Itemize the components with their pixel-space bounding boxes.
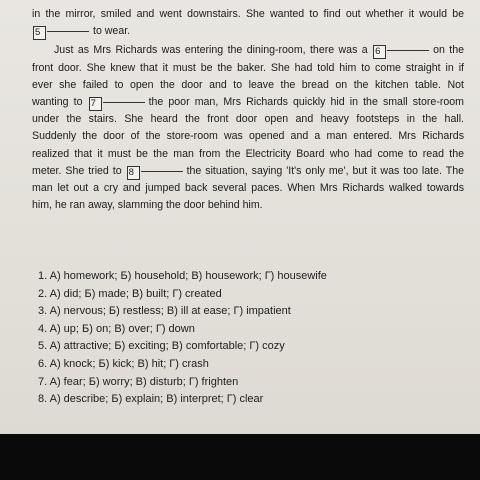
answer-option-3: 3. A) nervous; Б) restless; B) ill at ease; Г) impatient: [38, 305, 291, 318]
line-text: Suddenly the door of the store-room was opened and a man entered. Mrs Richards: [32, 130, 464, 143]
line-text: realized that it must be the man from the Electricity Board who had come to read the: [32, 147, 464, 160]
answer-option-8: 8. A) describe; Б) explain; B) interpret; Г) clear: [38, 393, 264, 406]
story-paragraph: [32, 6, 464, 214]
answer-option-5: 5. A) attractive; Б) exciting; B) comfortable; Г) cozy: [38, 340, 285, 353]
answer-option-6: 6. A) knock; Б) kick; B) hit; Г) crash: [38, 357, 209, 370]
gap-number-box: 7: [89, 97, 102, 111]
line-text: man let out a cry and jumped back several paces. When Mrs Richards walked towards: [32, 182, 464, 195]
cut-off-line: [0, 0, 480, 4]
text-line: [32, 180, 464, 197]
line-text: meter. She tried to: [32, 164, 126, 177]
line-text: in the mirror, smiled and went downstairs. She wanted to find out whether it would be: [32, 8, 464, 20]
answer-option-4: 4. A) up; Б) on; B) over; Г) down: [38, 322, 195, 335]
answer-option-2: 2. A) did; Б) made; B) built; Г) created: [38, 287, 222, 300]
text-line: [32, 128, 464, 145]
gap-number-box: 5: [33, 26, 46, 40]
text-line: [32, 163, 464, 180]
text-line: [32, 94, 464, 111]
line-text: the poor man, Mrs Richards quickly hid in the small store-room: [148, 96, 464, 109]
text-line: [32, 197, 464, 214]
answer-option-1: 1. A) homework; Б) household; B) housework; Г) housewife: [38, 270, 327, 282]
text-line: [32, 6, 464, 23]
line-text: ever she failed to open the door and to leave the bread on the kitchen table. Not: [32, 78, 464, 91]
line-text: Just as Mrs Richards was entering the dining-room, there was a: [54, 44, 373, 57]
text-line: [32, 111, 464, 128]
line-text: the situation, saying 'It's only me', but it was too late. The: [186, 164, 464, 177]
text-line: [32, 23, 464, 40]
gap-number-box: 6: [373, 45, 386, 59]
answer-options-list: [38, 268, 458, 409]
text-line: [32, 77, 464, 94]
text-line: [32, 60, 464, 77]
line-text: front door. She knew that it must be the baker. She had told him to come straight in if: [32, 61, 464, 74]
answer-blank[interactable]: [103, 102, 145, 103]
line-text: to wear.: [93, 25, 131, 38]
answer-blank[interactable]: [47, 31, 89, 32]
answer-option-7: 7. A) fear; Б) worry; B) disturb; Г) frighten: [38, 375, 239, 388]
line-text: on the: [433, 44, 464, 57]
line-text: under the stairs. She heard the front door open and heavy footsteps in the hall.: [32, 113, 464, 126]
line-text: wanting to: [32, 96, 88, 109]
line-text: him, he ran away, slamming the door behind him.: [32, 199, 263, 212]
answer-blank[interactable]: [387, 50, 429, 51]
gap-number-box: 8: [127, 166, 140, 180]
text-line: [32, 146, 464, 163]
answer-blank[interactable]: [141, 171, 183, 172]
text-line: [32, 42, 464, 59]
